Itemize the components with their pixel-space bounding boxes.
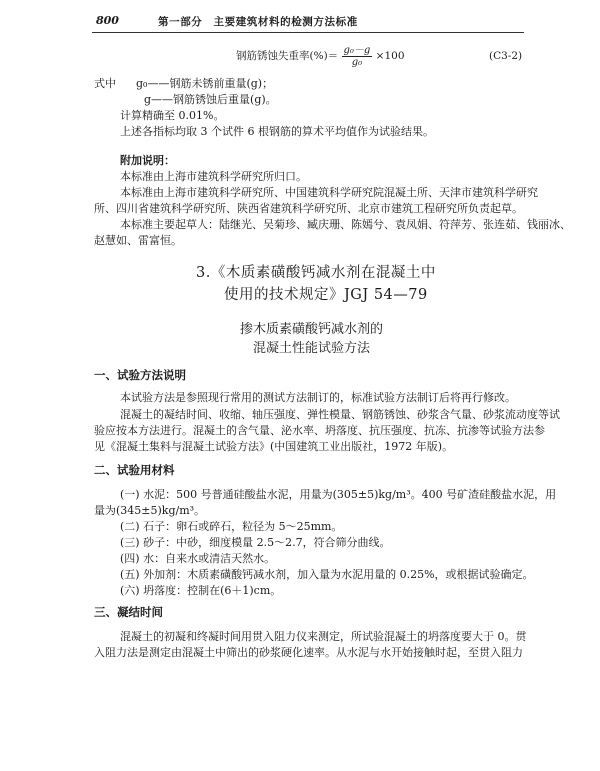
- definition-g0: g₀——钢筋未锈前重量(g)；: [136, 77, 274, 90]
- section-3-p1b: 入阻力法是测定由混凝土中筛出的砂浆硬化速率。从水泥与水开始接触时起，至贯入阻力: [94, 646, 523, 659]
- definitions-intro: 式中: [94, 77, 116, 90]
- formula-block: [236, 44, 405, 68]
- section-1-p2c: 见《混凝土集料与混凝土试验方法》(中国建筑工业出版社，1972 年版)。: [94, 440, 454, 453]
- section-1-heading: 一、试验方法说明: [94, 368, 186, 382]
- notes-line-3a: 本标准主要起草人：陆继光、吴菊珍、臧庆珊、陈嫣兮、袁凤娟、符萍芳、张连茹、钱丽冰、: [120, 218, 571, 231]
- material-cement-a: (一) 水泥：500 号普通硅酸盐水泥，用量为(305±5)kg/m³。400 号矿渣硅酸盐水泥，用: [120, 488, 557, 501]
- notes-line-2b: 所、四川省建筑科学研究所、陕西省建筑科学研究所、北京市建筑工程研究所负责起草。: [94, 202, 523, 215]
- formula-label: (C3-2): [489, 50, 523, 62]
- section-1-p2b: 验应按本方法进行。混凝土的含气量、泌水率、坍落度、抗压强度、抗冻、抗渗等试验方法参: [94, 424, 545, 437]
- section-1-p2a: 混凝土的凝结时间、收缩、轴压强度、弹性模量、钢筋锈蚀、砂浆含气量、砂浆流动度等试: [120, 408, 560, 421]
- section-3-p1a: 混凝土的初凝和终凝时间用贯入阻力仪来测定，所试验混凝土的坍落度要大于 0。贯: [120, 630, 527, 643]
- formula-rhs: ×100: [375, 50, 405, 62]
- material-admixture: (五) 外加剂：木质素磺酸钙减水剂，加入量为水泥用量的 0.25%，或根据试验确定。: [120, 568, 534, 581]
- page-number: 800: [96, 14, 119, 27]
- formula-denominator: g₀: [351, 56, 363, 68]
- material-stone: (二) 石子：卵石或碎石，粒径为 5～25mm。: [120, 520, 343, 533]
- formula-fraction: [342, 45, 373, 68]
- average-note: 上述各指标均取 3 个试件 6 根钢筋的算术平均值作为试验结果。: [120, 125, 434, 138]
- method-title-line-1: 掺木质素磺酸钙减水剂的: [240, 322, 384, 337]
- standard-title-line-2: 使用的技术规定》JGJ 54—79: [224, 287, 428, 303]
- material-water: (四) 水：自来水或清洁天然水。: [120, 552, 276, 565]
- notes-heading: 附加说明：: [120, 154, 175, 167]
- method-title-line-2: 混凝土性能试验方法: [253, 341, 371, 356]
- material-cement-b: 量为(345±5)kg/m³。: [94, 504, 206, 517]
- section-3-heading: 三、凝结时间: [94, 605, 163, 619]
- material-slump: (六) 坍落度：控制在(6＋1)cm。: [120, 584, 282, 597]
- formula-numerator: g₀－g: [343, 44, 371, 56]
- header-rule: [92, 32, 524, 33]
- precision-note: 计算精确至 0.01%。: [120, 109, 225, 122]
- section-1-p1: 本试验方法是参照现行常用的测试方法制订的，标准试验方法制订后将再行修改。: [120, 391, 516, 404]
- notes-line-1: 本标准由上海市建筑科学研究所归口。: [120, 170, 307, 183]
- material-sand: (三) 砂子：中砂，细度模量 2.5～2.7，符合筛分曲线。: [120, 536, 391, 549]
- notes-line-3b: 赵慧如、雷富恒。: [94, 234, 182, 247]
- formula-lhs: 钢筋锈蚀失重率(%)＝: [236, 50, 339, 62]
- notes-line-2a: 本标准由上海市建筑科学研究所、中国建筑科学研究院混凝土所、天津市建筑科学研究: [120, 186, 538, 199]
- definition-g: g——钢筋锈蚀后重量(g)。: [144, 93, 277, 106]
- standard-title-line-1: 3.《木质素磺酸钙减水剂在混凝土中: [196, 265, 436, 281]
- running-title: 第一部分 主要建筑材料的检测方法标准: [158, 16, 358, 28]
- section-2-heading: 二、试验用材料: [94, 463, 175, 477]
